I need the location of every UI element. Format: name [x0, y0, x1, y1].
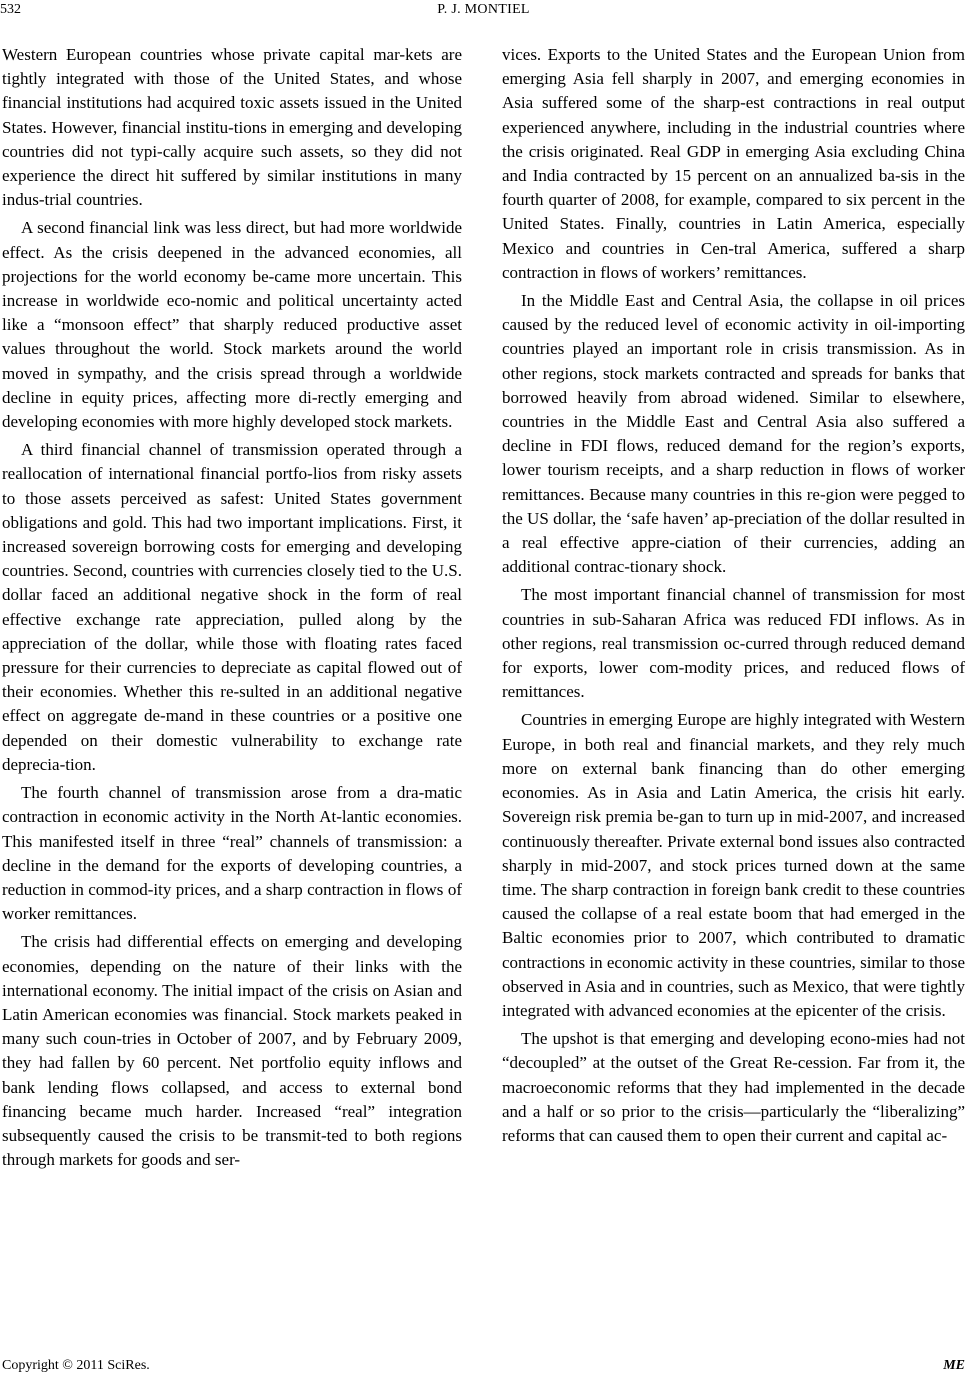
paragraph: In the Middle East and Central Asia, the collapse in oil prices caused by the reduced level of economic activity in oil-importing countries played an important role in crisis transmission. As in other regions, stock markets contracted and spreads for banks that borrowed heavily from abroad widened. Similar to elsewhere, countries in the Middle East and Central Asia also suffered a decline in FDI flows, reduced demand for the region’s exports, lower tourism receipts, and a sharp reduction in flows of worker remittances. Because many countries in this re-gion were pegged to the US dollar, the ‘safe haven’ ap-preciation of the dollar resulted in a real effective appre-ciation of their currencies, adding an additional contrac-tionary shock.: [502, 291, 965, 577]
paragraph: The upshot is that emerging and developing econo-mies had not “decoupled” at the outset of the Great Re-cession. Far from it, the macroeconomic reforms that they had implemented in the decade and a half or so prior to the crisis—particularly the “liberalizing” reforms that can caused them to open their current and capital ac-: [502, 1029, 965, 1145]
paragraph: vices. Exports to the United States and the European Union from emerging Asia fell sharply in 2007, and emerging economies in Asia suffered some of the sharp-est contractions in real output experienced anywhere, including in the industrial countries where the crisis originated. Real GDP in emerging Asia excluding China and India contracted by 15 percent on an annualized ba-sis in the fourth quarter of 2008, for example, compared to six percent in the United States. Finally, countries in Latin America, especially Mexico and countries in Cen-tral America, suffered a sharp contraction in flows of workers’ remittances.: [502, 45, 965, 282]
paragraph: A third financial channel of transmission operated through a reallocation of international financial portfo-lios from risky assets to those assets perceived as safest: United States government obligations and gold. This had two important implications. First, it increased sovereign borrowing costs for emerging and developing countries. Second, countries with currencies closely tied to the U.S. dollar faced an additional negative shock in the form of real effective exchange rate appreciation, pulled along by the appreciation of the dollar, while those with floating rates faced pressure for their currencies to depreciate as capital flowed out of their economies. Whether this re-sulted in an additional negative effect on aggregate de-mand in these countries or a positive one depended on their domestic vulnerability to exchange rate deprecia-tion.: [2, 440, 462, 774]
paragraph: The fourth channel of transmission arose from a dra-matic contraction in economic activity in the North At-lantic economies. This manifested itself in three “real” channels of transmission: a decline in the demand for the exports of developing countries, a reduction in commod-ity prices, and a sharp contraction in flows of worker remittances.: [2, 783, 462, 924]
paragraph: A second financial link was less direct, but had more worldwide effect. As the crisis deepened in the advanced economies, all projections for the world economy be-came more uncertain. This increase in worldwide eco-nomic and political uncertainty acted like a “monsoon effect” that sharply reduced productive asset values throughout the world. Stock markets around the world moved in sympathy, and the crisis spread through a worldwide decline in equity prices, affecting more di-rectly emerging and developing economies with more highly developed stock markets.: [2, 218, 462, 432]
journal-abbreviation: ME: [943, 1358, 965, 1373]
running-head: P. J. MONTIEL: [437, 2, 530, 17]
paragraph: Countries in emerging Europe are highly integrated with Western Europe, in both real and financial markets, and they rely much more on external bank financing than do other emerging economies. As in Asia and Latin America, the crisis hit early. Sovereign risk premia be-gan to turn up in mid-2007, and increased continuously thereafter. Private external bond issues also contracted sharply in mid-2007, and stock prices turned down at the same time. The sharp contraction in foreign bank credit to these countries caused the collapse of a real estate boom that had emerged in the Baltic economies prior to 2007, which contributed to dramatic contractions in economic activity in these countries, similar to those observed in Asia and in countries, such as Mexico, that were tightly integrated with advanced economies at the epicenter of the crisis.: [502, 710, 965, 1020]
paragraph: Western European countries whose private capital mar-kets are tightly integrated with those of the United States, and whose financial institutions had acquired toxic assets issued in the United States. However, financial institu-tions in emerging and developing countries did not typi-cally acquire such assets, so they did not experience the direct hit suffered by similar institutions in many indus-trial countries.: [2, 45, 462, 210]
right-column: [502, 43, 965, 1152]
copyright-notice: Copyright © 2011 SciRes.: [2, 1358, 150, 1373]
paragraph: The most important financial channel of transmission for most countries in sub-Saharan Africa was reduced FDI inflows. As in other regions, real transmission oc-curred through reduced demand for exports, lower com-modity prices, and reduced flows of remittances.: [502, 585, 965, 702]
page-header: [0, 0, 967, 24]
left-column: [2, 43, 462, 1176]
page-number: 532: [0, 2, 21, 17]
paragraph: The crisis had differential effects on emerging and developing economies, depending on the nature of their links with the international economy. The initial impact of the crisis on Asian and Latin American economies was financial. Stock markets peaked in many such coun-tries in October of 2007, and by February 2009, they had fallen by 60 percent. Net portfolio equity inflows and bank lending flows collapsed, and access to external bond financing became much harder. Increased “real” integration subsequently caused the crisis to be transmit-ted to both regions through markets for goods and ser-: [2, 932, 462, 1170]
